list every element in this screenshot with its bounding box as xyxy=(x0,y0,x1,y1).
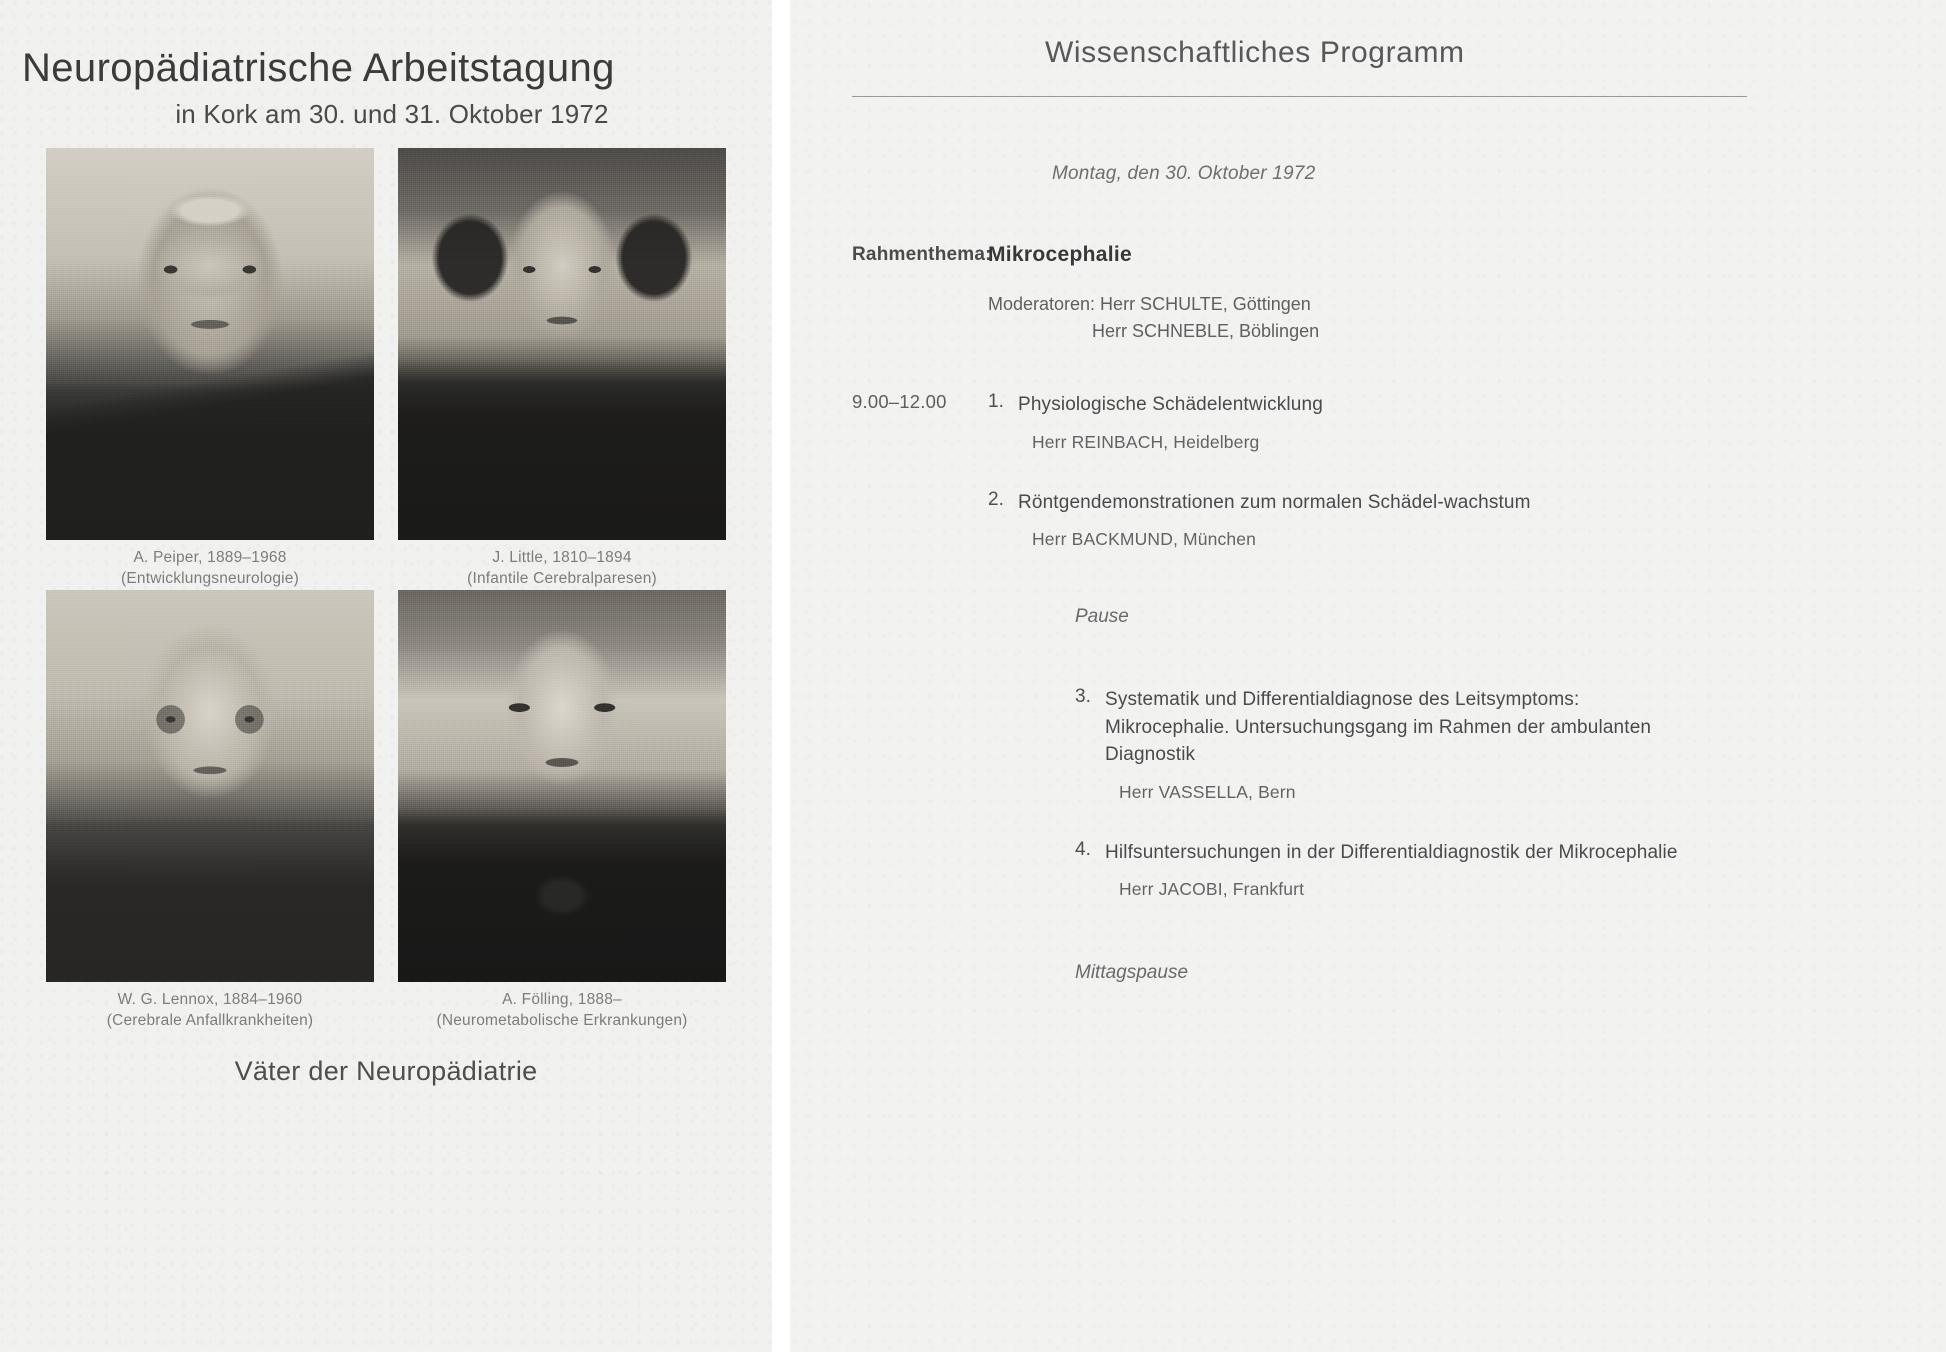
agenda-item xyxy=(988,489,1906,551)
rahmenthema-topic: Mikrocephalie xyxy=(988,243,1132,266)
agenda-title: Hilfsuntersuchungen in der Differentialdiagnostik der Mikrocephalie xyxy=(1105,841,1678,863)
agenda-group-after-pause xyxy=(790,686,1946,900)
portrait-cell-peiper xyxy=(46,148,374,590)
agenda-item xyxy=(1075,686,1946,803)
moderators-block xyxy=(988,291,1906,345)
portrait-caption xyxy=(46,990,374,1032)
agenda-speaker: Herr JACOBI, Frankfurt xyxy=(1119,879,1305,900)
portrait-cell-little xyxy=(398,148,726,590)
portrait-caption xyxy=(398,548,726,590)
portrait-cell-lennox xyxy=(46,590,374,1032)
left-page xyxy=(0,0,772,1352)
pause-label: Pause xyxy=(1075,606,1129,628)
agenda-title: Röntgendemonstrationen zum normalen Schädel-wachstum xyxy=(1018,491,1531,513)
session-time-col xyxy=(790,391,988,413)
portrait-photo-lennox xyxy=(46,590,374,982)
agenda-item xyxy=(988,391,1906,453)
program-date: Montag, den 30. Oktober 1972 xyxy=(1052,163,1316,184)
agenda-speaker: Herr REINBACH, Heidelberg xyxy=(1032,431,1260,452)
page-subtitle: in Kork am 30. und 31. Oktober 1972 xyxy=(175,99,609,129)
agenda-number: 3. xyxy=(1075,686,1091,708)
agenda-title: Physiologische Schädelentwicklung xyxy=(1018,394,1323,415)
page-gutter xyxy=(772,0,790,1352)
portrait-cell-foelling xyxy=(398,590,726,1032)
agenda-body xyxy=(1018,489,1906,551)
session-agenda-col xyxy=(988,391,1946,550)
agenda-speaker: Herr BACKMUND, München xyxy=(1032,529,1257,550)
agenda-number: 4. xyxy=(1075,838,1091,860)
session-row-morning xyxy=(790,391,1946,550)
portrait-name: J. Little, 1810–1894 xyxy=(492,549,632,566)
portrait-name: A. Fölling, 1888– xyxy=(502,990,622,1008)
agenda-body xyxy=(1105,839,1946,901)
agenda-item xyxy=(1075,839,1946,901)
heading-divider xyxy=(852,96,1747,97)
portrait-grid xyxy=(46,148,726,1032)
portrait-photo-little xyxy=(398,148,726,540)
portrait-grid-footer: Väter der Neuropädiatrie xyxy=(234,1055,538,1086)
rahmenthema-content-col xyxy=(988,243,1946,345)
agenda-title: Systematik und Differentialdiagnose des Leitsymptoms: Mikrocephalie. Untersuchungsgang im Rahmen der ambulanten Diagnostik xyxy=(1105,689,1652,766)
portrait-caption xyxy=(398,990,726,1032)
agenda-number: 1. xyxy=(988,391,1004,412)
rahmenthema-row xyxy=(790,243,1946,345)
moderator-line-1: Moderatoren: Herr SCHULTE, Göttingen xyxy=(988,294,1311,314)
portrait-field: (Cerebrale Anfallkrankheiten) xyxy=(106,1011,314,1029)
portrait-field: (Neurometabolische Erkrankungen) xyxy=(436,1011,688,1029)
portrait-name: A. Peiper, 1889–1968 xyxy=(133,549,287,566)
portrait-name: W. G. Lennox, 1884–1960 xyxy=(117,990,303,1008)
moderator-line-2: Herr SCHNEBLE, Böblingen xyxy=(1092,321,1320,341)
agenda-speaker: Herr VASSELLA, Bern xyxy=(1119,781,1296,802)
portrait-field: (Infantile Cerebralparesen) xyxy=(467,569,657,587)
session-time: 9.00–12.00 xyxy=(852,391,947,412)
agenda-number: 2. xyxy=(988,488,1004,510)
portrait-field: (Entwicklungsneurologie) xyxy=(121,569,299,587)
portrait-photo-peiper xyxy=(46,148,374,540)
page-title: Neuropädiatrische Arbeitstagung xyxy=(22,46,615,90)
agenda-body xyxy=(1105,686,1946,803)
rahmenthema-label-col xyxy=(790,243,992,266)
right-page xyxy=(790,0,1946,1352)
lunch-break-label: Mittagspause xyxy=(1075,962,1189,984)
agenda-body xyxy=(1018,391,1906,453)
portrait-photo-foelling xyxy=(398,590,726,982)
program-heading: Wissenschaftliches Programm xyxy=(1045,36,1465,69)
rahmenthema-label: Rahmenthema: xyxy=(852,244,992,265)
portrait-caption xyxy=(46,548,374,590)
